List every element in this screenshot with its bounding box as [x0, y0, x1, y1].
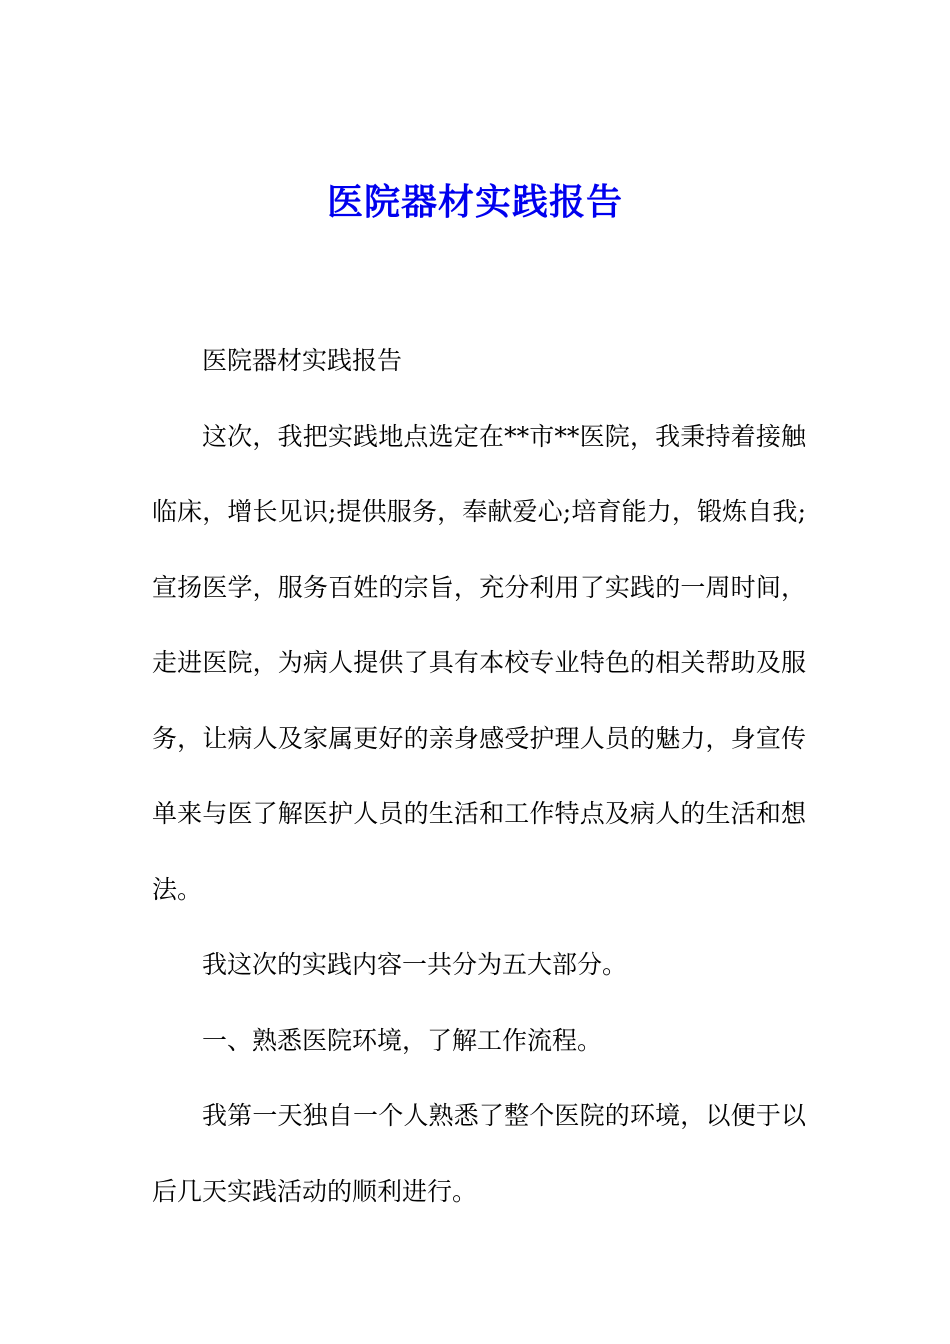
document-title: 医院器材实践报告 — [326, 181, 623, 223]
paragraph-intro: 这次，我把实践地点选定在**市**医院，我秉持着接触临床，增长见识;提供服务，奉献爱心;培育能力，锻炼自我;宣扬医学，服务百姓的宗旨，充分利用了实践的一周时间，走进医院，为病人提供了具有本校专业特色的相关帮助及服务，让病人及家属更好的亲身感受护理人员的魅力，身宣传单来与医了解医护人员的生活和工作特点及病人的生活和想法。 — [152, 421, 806, 904]
paragraph-heading: 医院器材实践报告 — [202, 346, 403, 375]
paragraph-overview: 我这次的实践内容一共分为五大部分。 — [202, 950, 628, 979]
document-body — [152, 323, 806, 1229]
paragraph-day-one: 我第一天独自一个人熟悉了整个医院的环境，以便于以后几天实践活动的顺利进行。 — [152, 1101, 806, 1206]
paragraph-section-one: 一、熟悉医院环境，了解工作流程。 — [202, 1025, 603, 1055]
